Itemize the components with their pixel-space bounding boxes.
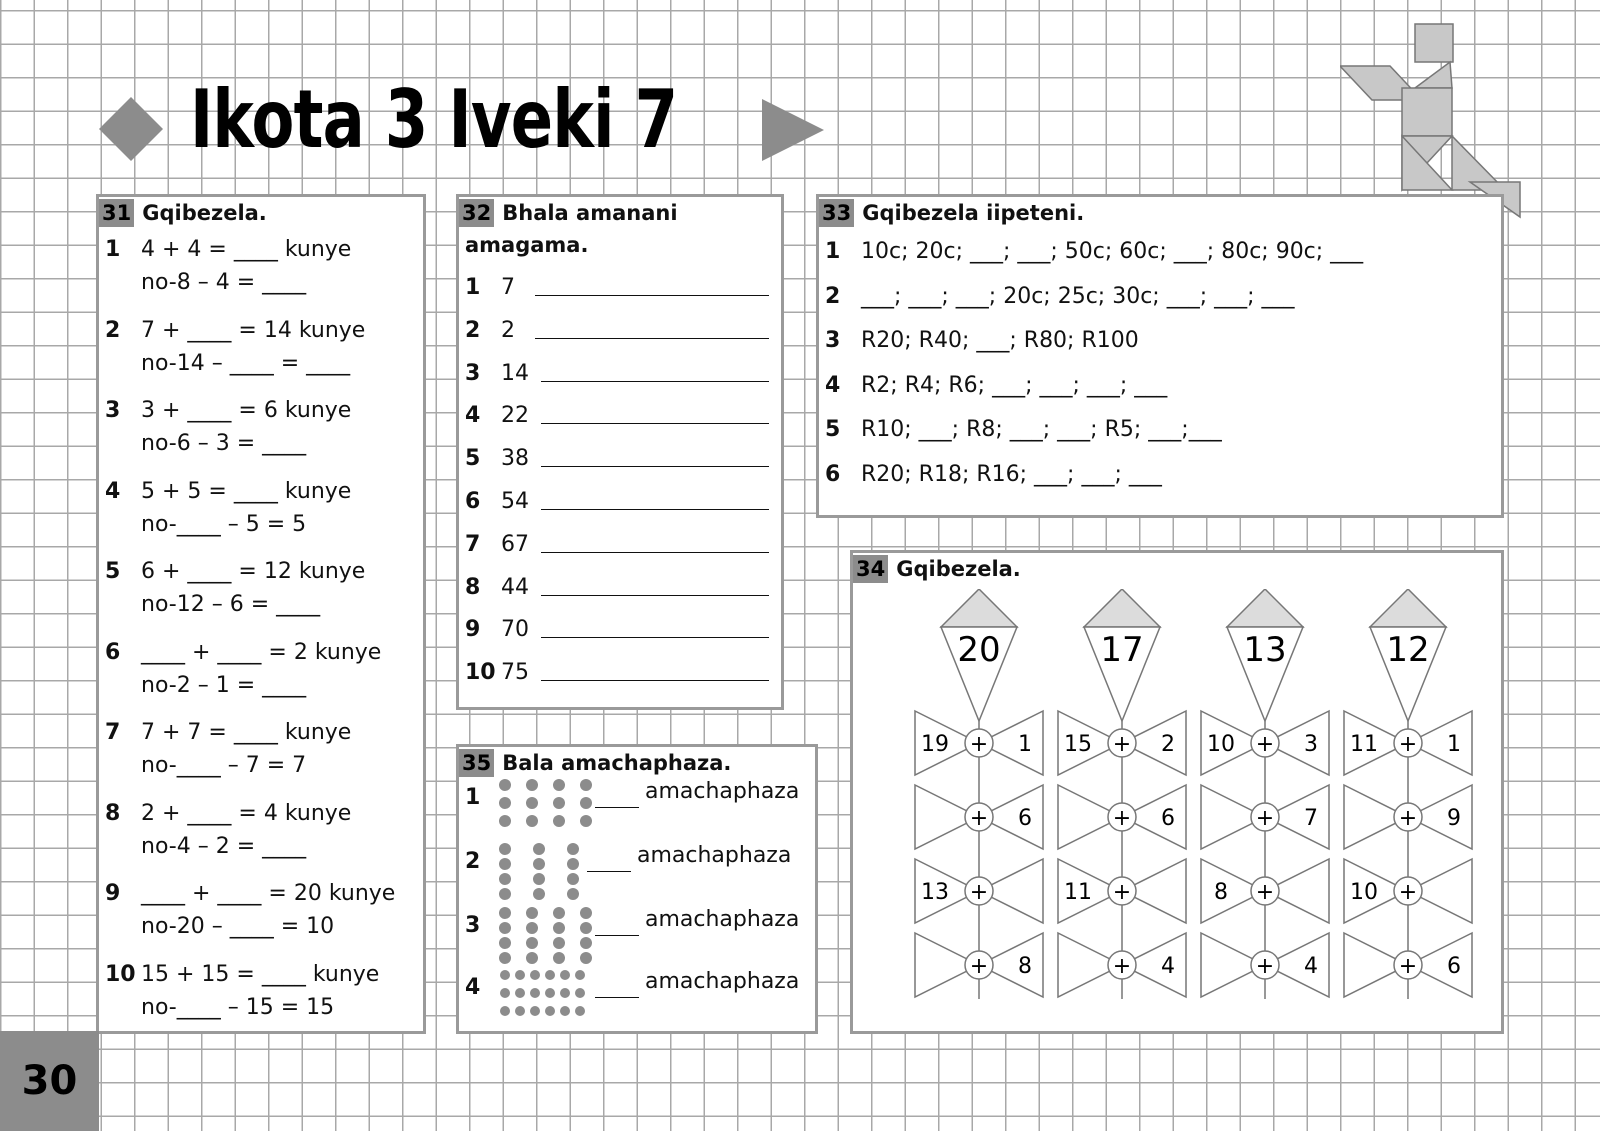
dot <box>575 1006 585 1016</box>
unit-word: amachaphaza <box>645 779 800 804</box>
plus-sign: + <box>1255 806 1275 831</box>
dot <box>553 937 565 949</box>
question-row <box>105 640 381 665</box>
question-number: 2 <box>465 317 481 343</box>
dot <box>499 952 511 964</box>
question-number: 4 <box>105 478 121 504</box>
question-row <box>825 373 1167 398</box>
plus-sign: + <box>1398 954 1418 979</box>
answer-line[interactable] <box>541 466 769 467</box>
right-number: 8 <box>1018 954 1032 979</box>
page-number: 30 <box>0 1031 99 1131</box>
dot <box>526 952 538 964</box>
dot <box>580 907 592 919</box>
left-number: 15 <box>1064 732 1092 757</box>
question-row <box>465 913 501 938</box>
kite-top-number: 13 <box>1243 630 1287 670</box>
kite-group <box>1201 589 1329 999</box>
exercise-number: 34 <box>853 555 888 583</box>
question-number: 1 <box>825 239 841 264</box>
right-number: 9 <box>1447 806 1461 831</box>
equation-text: 6 + ____ = 12 kunye <box>141 559 366 584</box>
dot <box>553 797 565 809</box>
dot <box>560 970 570 980</box>
answer-line[interactable] <box>541 595 769 596</box>
question-row <box>825 417 1222 442</box>
equation-text: no-____ – 15 = 15 <box>141 994 335 1020</box>
exercise-33-header <box>819 199 1084 227</box>
dot <box>567 888 579 900</box>
question-number: 3 <box>465 360 481 386</box>
question-number: 5 <box>825 417 841 442</box>
exercise-31-header <box>99 199 267 227</box>
equation-text: no-14 – ____ = ____ <box>141 350 351 376</box>
question-number: 3 <box>105 398 121 423</box>
number-value: 22 <box>501 403 529 429</box>
dot <box>580 922 592 934</box>
question-number: 9 <box>465 617 481 643</box>
number-value: 2 <box>501 317 515 343</box>
plus-sign: + <box>1112 806 1132 831</box>
equation-text: 2 + ____ = 4 kunye <box>141 800 352 826</box>
question-row <box>465 446 529 471</box>
question-row <box>465 849 501 874</box>
dot <box>545 988 555 998</box>
exercise-33-box <box>816 194 1504 518</box>
question-row <box>105 398 351 423</box>
dot <box>580 797 592 809</box>
right-number: 6 <box>1447 954 1461 979</box>
number-value: 70 <box>501 617 529 643</box>
dot <box>526 937 538 949</box>
left-number: 10 <box>1207 732 1235 757</box>
question-row <box>465 361 529 386</box>
page-title: Ikota 3 Iveki 7 <box>190 73 678 166</box>
dot <box>545 1006 555 1016</box>
question-row-continued <box>141 431 306 456</box>
kite-group <box>915 589 1043 999</box>
dot <box>560 988 570 998</box>
right-number: 4 <box>1161 954 1175 979</box>
equation-text: no-____ – 5 = 5 <box>141 511 307 537</box>
question-row <box>465 532 529 557</box>
dot <box>499 779 511 791</box>
kite-top-number: 17 <box>1100 630 1144 670</box>
question-number: 8 <box>465 574 481 600</box>
left-number: 13 <box>921 880 949 905</box>
answer-line[interactable] <box>535 295 769 296</box>
equation-text: no-4 – 2 = ____ <box>141 833 307 859</box>
pattern-text: ___; ___; ___; 20c; 25c; 30c; ___; ___; ___ <box>861 283 1295 309</box>
equation-text: 3 + ____ = 6 kunye <box>141 398 352 423</box>
dot <box>553 922 565 934</box>
equation-text: no-12 – 6 = ____ <box>141 592 321 617</box>
question-row <box>105 962 379 987</box>
question-number: 4 <box>825 372 841 398</box>
dot <box>575 970 585 980</box>
question-row-continued <box>141 351 350 376</box>
question-number: 6 <box>465 489 481 514</box>
left-number: 10 <box>1350 880 1378 905</box>
dot <box>533 858 545 870</box>
question-row <box>465 275 515 300</box>
question-row <box>825 462 1162 487</box>
question-row <box>465 403 529 428</box>
dot <box>567 873 579 885</box>
dot <box>499 907 511 919</box>
unit-word: amachaphaza <box>645 907 800 932</box>
plus-sign: + <box>969 732 989 757</box>
number-value: 38 <box>501 446 529 472</box>
equation-text: ____ + ____ = 20 kunye <box>141 881 396 906</box>
equation-text: no-6 – 3 = ____ <box>141 431 307 456</box>
question-number: 10 <box>105 961 136 987</box>
dot <box>515 988 525 998</box>
question-number: 4 <box>465 975 481 1000</box>
question-number: 7 <box>465 531 481 557</box>
answer-line[interactable] <box>587 871 631 872</box>
right-number: 1 <box>1018 732 1032 757</box>
left-number: 8 <box>1214 880 1228 905</box>
dot <box>553 952 565 964</box>
instruction: Gqibezela. <box>142 201 267 225</box>
diamond-icon <box>98 96 164 162</box>
dot <box>530 988 540 998</box>
instruction-line-2: amagama. <box>465 233 589 257</box>
kite-group <box>1344 589 1472 999</box>
unit-word: amachaphaza <box>637 843 792 868</box>
exercise-31-box <box>96 194 426 1034</box>
question-number: 6 <box>825 461 841 487</box>
dot <box>545 970 555 980</box>
question-number: 1 <box>465 785 481 810</box>
exercise-35-box <box>456 744 818 1034</box>
plus-sign: + <box>1112 880 1132 905</box>
dot <box>575 988 585 998</box>
dot <box>499 858 511 870</box>
left-number: 11 <box>1350 732 1378 757</box>
answer-line[interactable] <box>541 680 769 681</box>
right-number: 6 <box>1018 806 1032 831</box>
instruction: Gqibezela. <box>896 557 1021 581</box>
question-row <box>105 237 351 262</box>
dot <box>526 922 538 934</box>
question-row-continued <box>141 995 334 1020</box>
equation-text: 5 + 5 = ____ kunye <box>141 478 352 504</box>
answer-line[interactable] <box>595 807 639 808</box>
dot <box>553 907 565 919</box>
question-row <box>105 559 365 584</box>
kite-cap <box>1370 589 1446 627</box>
dot <box>499 922 511 934</box>
instruction: Gqibezela iipeteni. <box>862 201 1085 225</box>
arrow-right-icon <box>760 97 826 163</box>
plus-sign: + <box>969 806 989 831</box>
dot <box>499 797 511 809</box>
left-number: 11 <box>1064 880 1092 905</box>
exercise-32-header <box>459 199 678 227</box>
number-value: 67 <box>501 531 529 557</box>
question-number: 6 <box>105 639 121 665</box>
question-row <box>465 617 529 642</box>
exercise-number: 32 <box>459 199 494 227</box>
question-number: 4 <box>465 403 481 429</box>
dot <box>526 779 538 791</box>
question-row <box>465 785 501 810</box>
question-row <box>465 318 515 343</box>
dot-group <box>497 905 593 975</box>
dot <box>530 1006 540 1016</box>
equation-text: no-20 – ____ = 10 <box>141 914 335 939</box>
plus-sign: + <box>1398 806 1418 831</box>
question-row <box>825 239 1363 264</box>
dot <box>567 858 579 870</box>
right-number: 2 <box>1161 732 1175 757</box>
dot <box>553 779 565 791</box>
dot <box>500 1006 510 1016</box>
pattern-text: R20; R18; R16; ___; ___; ___ <box>861 461 1162 487</box>
exercise-35-header <box>459 749 731 777</box>
question-number: 7 <box>105 720 121 745</box>
question-row-continued <box>141 512 306 537</box>
equation-text: ____ + ____ = 2 kunye <box>141 639 382 665</box>
question-number: 5 <box>105 559 121 584</box>
question-number: 2 <box>465 849 481 874</box>
right-number: 4 <box>1304 954 1318 979</box>
question-row-continued <box>141 592 320 617</box>
dot <box>580 952 592 964</box>
kite-group <box>1058 589 1186 999</box>
exercise-34-box <box>850 550 1504 1034</box>
exercise-34-header <box>853 555 1021 583</box>
dot <box>526 815 538 827</box>
unit-word: amachaphaza <box>645 969 800 994</box>
question-row <box>465 489 529 514</box>
question-number: 3 <box>465 913 481 938</box>
right-number: 7 <box>1304 806 1318 831</box>
dot <box>567 843 579 855</box>
question-number: 8 <box>105 800 121 826</box>
question-row-continued <box>141 753 306 778</box>
question-number: 5 <box>465 446 481 472</box>
dot <box>499 873 511 885</box>
kite-diagrams <box>853 589 1501 1029</box>
kite-cap <box>941 589 1017 627</box>
right-number: 6 <box>1161 806 1175 831</box>
plus-sign: + <box>1255 880 1275 905</box>
question-row <box>825 284 1295 309</box>
question-row <box>465 575 529 600</box>
dot <box>499 888 511 900</box>
plus-sign: + <box>1255 954 1275 979</box>
question-row <box>825 328 1139 353</box>
dot <box>515 1006 525 1016</box>
dot <box>560 1006 570 1016</box>
plus-sign: + <box>1112 732 1132 757</box>
plus-sign: + <box>1255 732 1275 757</box>
exercise-number: 33 <box>819 199 854 227</box>
question-row <box>105 479 351 504</box>
number-value: 75 <box>501 660 529 686</box>
question-row-continued <box>141 914 334 939</box>
kite-cap <box>1084 589 1160 627</box>
exercise-number: 35 <box>459 749 494 777</box>
dot <box>499 843 511 855</box>
dot <box>499 815 511 827</box>
equation-text: 7 + ____ = 14 kunye <box>141 317 366 343</box>
equation-text: 7 + 7 = ____ kunye <box>141 720 352 745</box>
dot <box>580 937 592 949</box>
tangram-figure-icon <box>1340 22 1540 222</box>
dot <box>580 779 592 791</box>
question-row <box>465 660 529 685</box>
kite-top-number: 12 <box>1386 630 1430 670</box>
dot <box>580 815 592 827</box>
question-row <box>105 720 351 745</box>
kite-top-number: 20 <box>957 630 1001 670</box>
number-value: 44 <box>501 574 529 600</box>
question-number: 9 <box>105 881 121 906</box>
answer-line[interactable] <box>541 552 769 553</box>
dot <box>533 843 545 855</box>
dot <box>500 988 510 998</box>
question-row-continued <box>141 673 306 698</box>
pattern-text: 10c; 20c; ___; ___; 50c; 60c; ___; 80c; 90c; ___ <box>861 239 1364 264</box>
instruction: Bala amachaphaza. <box>502 751 732 775</box>
question-row <box>105 318 365 343</box>
question-number: 1 <box>465 275 481 300</box>
question-row-continued <box>141 834 306 859</box>
equation-text: 4 + 4 = ____ kunye <box>141 237 352 262</box>
question-number: 2 <box>825 283 841 309</box>
exercise-number: 31 <box>99 199 134 227</box>
plus-sign: + <box>1398 732 1418 757</box>
dot <box>526 797 538 809</box>
plus-sign: + <box>969 954 989 979</box>
question-number: 1 <box>105 237 121 262</box>
plus-sign: + <box>1112 954 1132 979</box>
equation-text: no-2 – 1 = ____ <box>141 672 307 698</box>
question-row <box>105 801 351 826</box>
answer-line[interactable] <box>541 509 769 510</box>
dot <box>533 873 545 885</box>
kite-cap <box>1227 589 1303 627</box>
dot <box>499 937 511 949</box>
dot <box>500 970 510 980</box>
answer-line[interactable] <box>541 423 769 424</box>
plus-sign: + <box>969 880 989 905</box>
dot-group <box>497 967 593 1037</box>
dot <box>530 970 540 980</box>
answer-line[interactable] <box>595 935 639 936</box>
equation-text: no-8 – 4 = ____ <box>141 270 307 295</box>
right-number: 3 <box>1304 732 1318 757</box>
answer-line[interactable] <box>595 997 639 998</box>
question-number: 10 <box>465 660 496 686</box>
question-row <box>465 975 501 1000</box>
left-number: 19 <box>921 732 949 757</box>
dot <box>526 907 538 919</box>
equation-text: no-____ – 7 = 7 <box>141 753 307 778</box>
number-value: 54 <box>501 489 529 514</box>
number-value: 7 <box>501 275 515 300</box>
dot-group <box>497 841 593 911</box>
plus-sign: + <box>1398 880 1418 905</box>
dot <box>553 815 565 827</box>
number-value: 14 <box>501 360 529 386</box>
answer-line[interactable] <box>535 338 769 339</box>
dot <box>515 970 525 980</box>
question-row-continued <box>141 270 306 295</box>
answer-line[interactable] <box>541 637 769 638</box>
pattern-text: R20; R40; ___; R80; R100 <box>861 328 1139 353</box>
pattern-text: R10; ___; R8; ___; ___; R5; ___;___ <box>861 417 1222 442</box>
exercise-32-box <box>456 194 784 710</box>
answer-line[interactable] <box>541 381 769 382</box>
right-number: 1 <box>1447 732 1461 757</box>
question-number: 3 <box>825 328 841 353</box>
dot-group <box>497 777 593 847</box>
question-row <box>105 881 395 906</box>
instruction: Bhala amanani <box>502 201 678 225</box>
equation-text: 15 + 15 = ____ kunye <box>141 961 380 987</box>
question-number: 2 <box>105 317 121 343</box>
pattern-text: R2; R4; R6; ___; ___; ___; ___ <box>861 372 1168 398</box>
dot <box>533 888 545 900</box>
